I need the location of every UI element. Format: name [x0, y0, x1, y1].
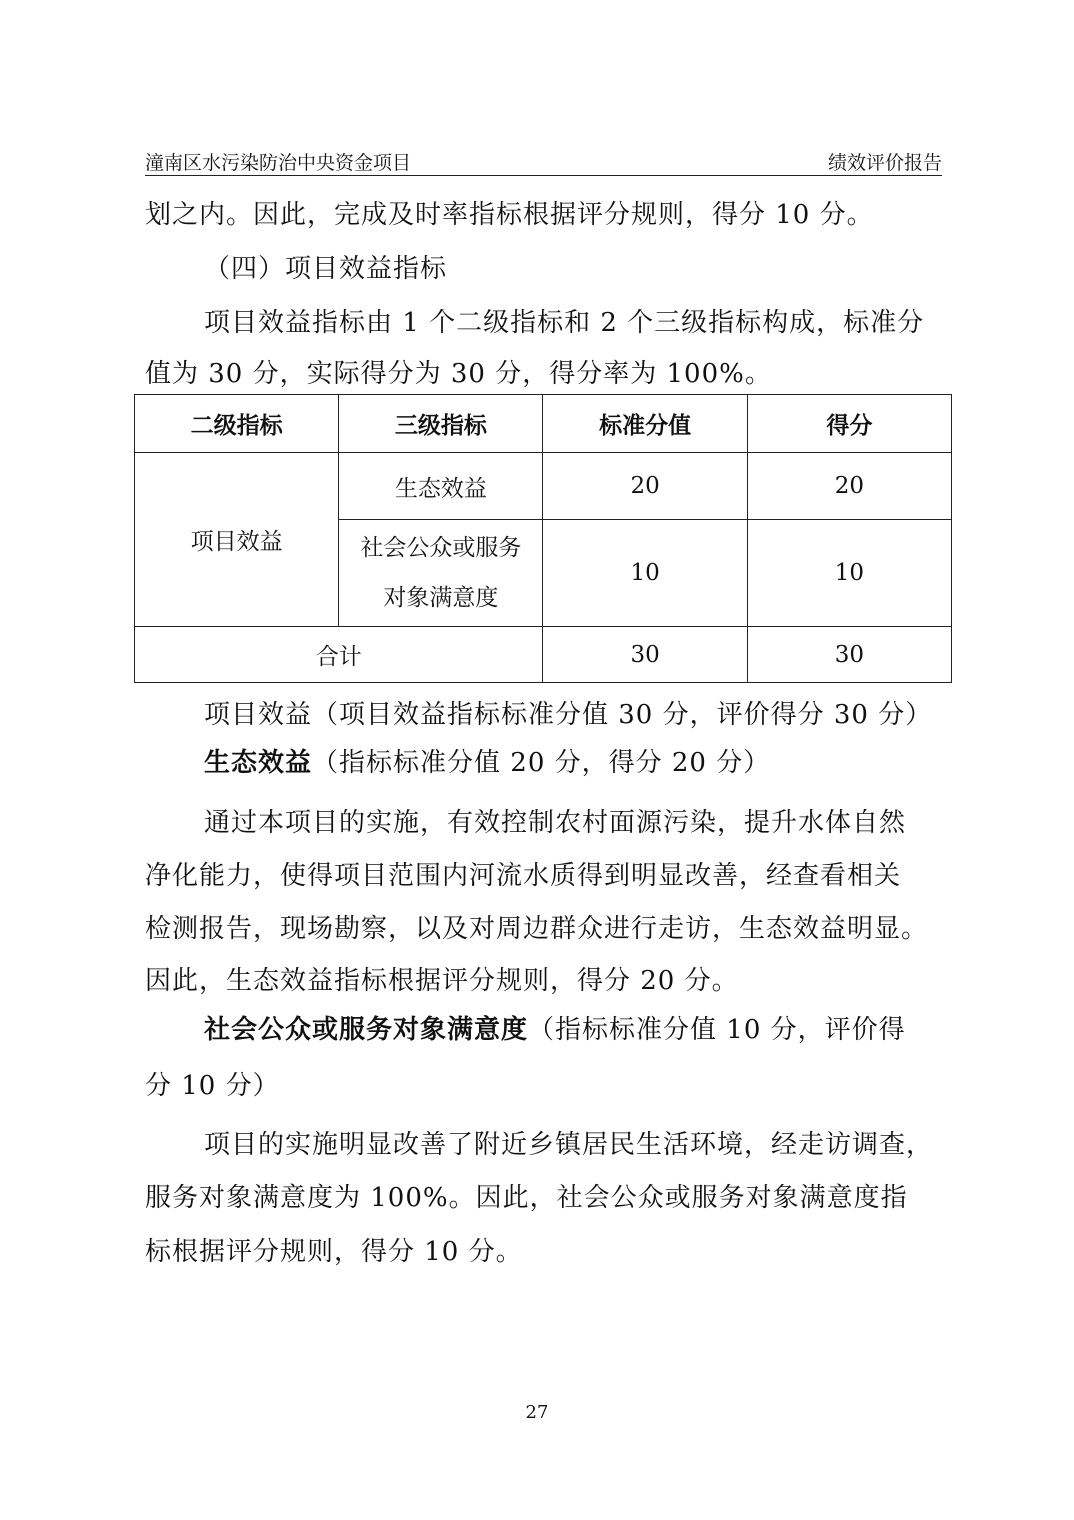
header-divider — [145, 175, 942, 176]
paragraph-line: 标根据评分规则，得分 10 分。 — [145, 1237, 523, 1267]
indicator-line: 对象满意度 — [383, 585, 499, 611]
page-number: 27 — [525, 1402, 549, 1423]
paragraph-line: 项目效益（项目效益指标标准分值 30 分，评价得分 30 分） — [204, 700, 933, 730]
header-cell-level2: 二级指标 — [135, 395, 339, 453]
eco-term: 生态效益 — [204, 748, 313, 778]
satisfaction-term-detail: （指标标准分值 10 分，评价得 — [528, 1015, 906, 1045]
paragraph-line: 净化能力，使得项目范围内河流水质得到明显改善，经查看相关 — [145, 861, 902, 891]
paragraph-line: 通过本项目的实施，有效控制农村面源污染，提升水体自然 — [204, 808, 907, 838]
paragraph-line — [204, 1013, 1004, 1047]
standard-cell: 10 — [543, 520, 747, 627]
paragraph-line: 值为 30 分，实际得分为 30 分，得分率为 100%。 — [145, 359, 772, 389]
standard-cell: 20 — [543, 453, 747, 520]
indicator-cell: 生态效益 — [339, 453, 543, 520]
paragraph-line: 划之内。因此，完成及时率指标根据评分规则，得分 10 分。 — [145, 200, 874, 230]
paragraph-line: 服务对象满意度为 100%。因此，社会公众或服务对象满意度指 — [145, 1183, 908, 1213]
paragraph-line — [204, 746, 1004, 780]
table-total-row — [135, 627, 952, 683]
page-header — [145, 148, 942, 174]
header-cell-level3: 三级指标 — [339, 395, 543, 453]
eco-term-detail: （指标标准分值 20 分，得分 20 分） — [312, 748, 771, 778]
header-report-title: 绩效评价报告 — [827, 152, 942, 174]
total-score-cell: 30 — [747, 627, 951, 683]
total-standard-cell: 30 — [543, 627, 747, 683]
table-row — [135, 453, 952, 520]
header-cell-standard: 标准分值 — [543, 395, 747, 453]
paragraph-line: 分 10 分） — [145, 1071, 280, 1101]
paragraph-line: 项目的实施明显改善了附近乡镇居民生活环境，经走访调查， — [204, 1130, 934, 1160]
section-heading: （四）项目效益指标 — [204, 254, 448, 284]
indicator-line: 社会公众或服务 — [360, 535, 522, 561]
table-header-row — [135, 395, 952, 453]
score-cell: 20 — [747, 453, 951, 520]
score-cell: 10 — [747, 520, 951, 627]
total-label-cell: 合计 — [135, 627, 543, 683]
header-cell-score: 得分 — [747, 395, 951, 453]
group-cell: 项目效益 — [135, 453, 339, 627]
paragraph-line: 因此，生态效益指标根据评分规则，得分 20 分。 — [145, 966, 739, 996]
satisfaction-term: 社会公众或服务对象满意度 — [204, 1015, 529, 1045]
paragraph-line: 检测报告，现场勘察，以及对周边群众进行走访，生态效益明显。 — [145, 914, 929, 944]
indicator-cell — [339, 520, 543, 627]
score-table — [134, 394, 952, 683]
header-project-title: 潼南区水污染防治中央资金项目 — [145, 152, 412, 174]
paragraph-line: 项目效益指标由 1 个二级指标和 2 个三级指标构成，标准分 — [204, 308, 925, 338]
